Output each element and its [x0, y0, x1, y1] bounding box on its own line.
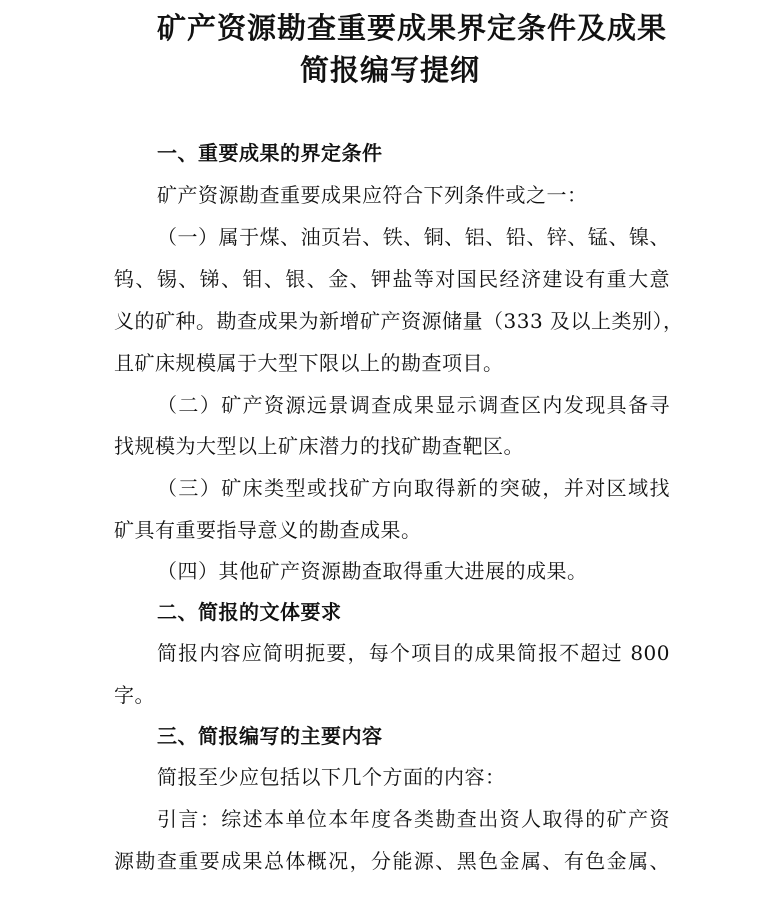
document-title-line-1: 矿产资源勘查重要成果界定条件及成果: [156, 11, 667, 45]
section-1-item-2-line-1: （二）矿产资源远景调查成果显示调查区内发现具备寻: [157, 393, 670, 417]
section-1-item-1-line-3: 义的矿种。勘查成果为新增矿产资源储量（333 及以上类别），: [114, 309, 684, 333]
section-1-item-2-line-2: 找规模为大型以上矿床潜力的找矿勘查靶区。: [114, 434, 524, 458]
section-1-item-3-line-1: （三）矿床类型或找矿方向取得新的突破，并对区域找: [157, 476, 670, 500]
section-2-line-1: 简报内容应简明扼要，每个项目的成果简报不超过 800: [157, 641, 670, 665]
section-3-intro: 简报至少应包括以下几个方面的内容：: [157, 765, 506, 789]
section-2-line-2: 字。: [114, 683, 155, 707]
section-3-heading: 三、简报编写的主要内容: [157, 724, 383, 748]
section-1-item-3-line-2: 矿具有重要指导意义的勘查成果。: [114, 518, 422, 542]
section-1-item-1-line-1: （一）属于煤、油页岩、铁、铜、铝、铅、锌、锰、镍、: [157, 225, 670, 249]
section-1-item-4: （四）其他矿产资源勘查取得重大进展的成果。: [157, 559, 588, 583]
section-1-intro: 矿产资源勘查重要成果应符合下列条件或之一：: [157, 183, 588, 207]
section-1-item-1-line-2: 钨、锡、锑、钼、银、金、钾盐等对国民经济建设有重大意: [114, 267, 670, 291]
section-1-item-1-line-4: 且矿床规模属于大型下限以上的勘查项目。: [114, 351, 504, 375]
section-3-line-1: 引言：综述本单位本年度各类勘查出资人取得的矿产资: [157, 807, 670, 831]
section-1-heading: 一、重要成果的界定条件: [157, 141, 383, 165]
document-title-line-2: 简报编写提纲: [299, 53, 480, 87]
section-2-heading: 二、简报的文体要求: [157, 600, 342, 624]
section-3-line-2: 源勘查重要成果总体概况，分能源、黑色金属、有色金属、: [114, 849, 670, 873]
